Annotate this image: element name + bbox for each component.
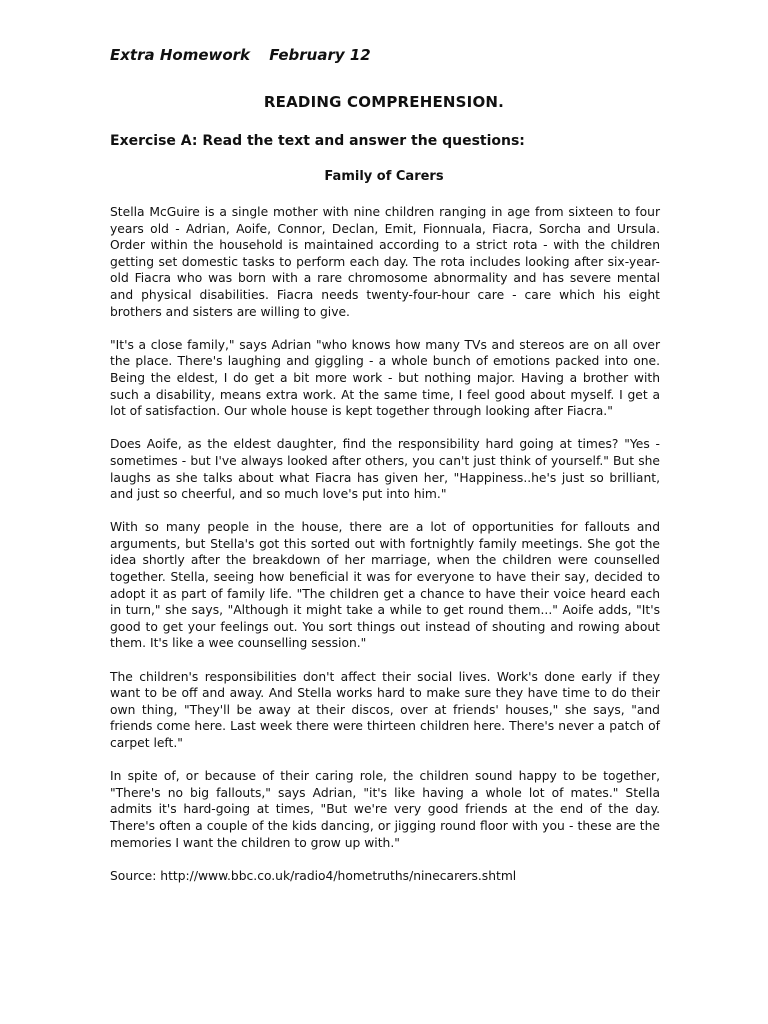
story-paragraph: With so many people in the house, there are a lot of opportunities for fallouts and arguments, but Stella's got this sorted out with fortnightly family meetings. She got the idea shortly after the breakdown of her marriage, when the children were counselled together. Stella, seeing how beneficial it was for everyone to have their say, decided to adopt it as part of family life. "The children get a chance to have their voice heard each in turn," she says, "Although it might take a while to get round them..." Aoife adds, "It's good to get your feelings out. You sort things out instead of shouting and rowing about them. It's like a wee counselling session." [110,520,660,651]
story-paragraph: Does Aoife, as the eldest daughter, find the responsibility hard going at times? "Yes - sometimes - but I've always looked after others, you can't just think of yourself." But she laughs as she talks about what Fiacra has given her, "Happiness..he's just so brilliant, and just so cheerful, and so much love's put into him." [110,437,660,502]
story-title: Family of Carers [324,169,444,184]
header-line [110,46,371,64]
exercise-instruction: Exercise A: Read the text and answer the questions: [110,133,525,149]
story-paragraph: The children's responsibilities don't affect their social lives. Work's done early if they want to be off and away. And Stella works hard to make sure they have time to do their own thing, "They'll be away at their discos, over at friends' houses," she says, "and friends come here. Last week there were thirteen children here. There's never a patch of carpet left." [110,669,660,750]
story-paragraph: Stella McGuire is a single mother with nine children ranging in age from sixteen to four years old - Adrian, Aoife, Connor, Declan, Emit, Fionnuala, Fiacra, Sorcha and Ursula. Order within the household is maintained according to a strict rota - with the children getting set domestic tasks to perform each day. The rota includes looking after six-year-old Fiacra who was born with a rare chromosome abnormality and has severe mental and physical disabilities. Fiacra needs twenty-four-hour care - care which his eight brothers and sisters are willing to give. [110,205,660,319]
homework-label: Extra Homework [110,46,251,64]
story-body [110,204,660,901]
homework-date: February 12 [269,46,371,64]
source-citation: Source: http://www.bbc.co.uk/radio4/hometruths/ninecarers.shtml [110,868,517,883]
page-title: READING COMPREHENSION. [263,93,505,111]
story-paragraph: "It's a close family," says Adrian "who knows how many TVs and stereos are on all over the place. There's laughing and giggling - a whole bunch of emotions packed into one. Being the eldest, I do get a bit more work - but nothing major. Having a brother with such a disability, means extra work. At the same time, I feel good about myself. I get a lot of satisfaction. Our whole house is kept together through looking after Fiacra." [110,337,660,419]
story-paragraph: In spite of, or because of their caring role, the children sound happy to be together, "There's no big fallouts," says Adrian, "it's like having a whole lot of mates." Stella admits it's hard-going at times, "But we're very good friends at the end of the day. There's often a couple of the kids dancing, or jigging round floor with you - these are the memories I want the children to grow up with." [110,769,660,850]
